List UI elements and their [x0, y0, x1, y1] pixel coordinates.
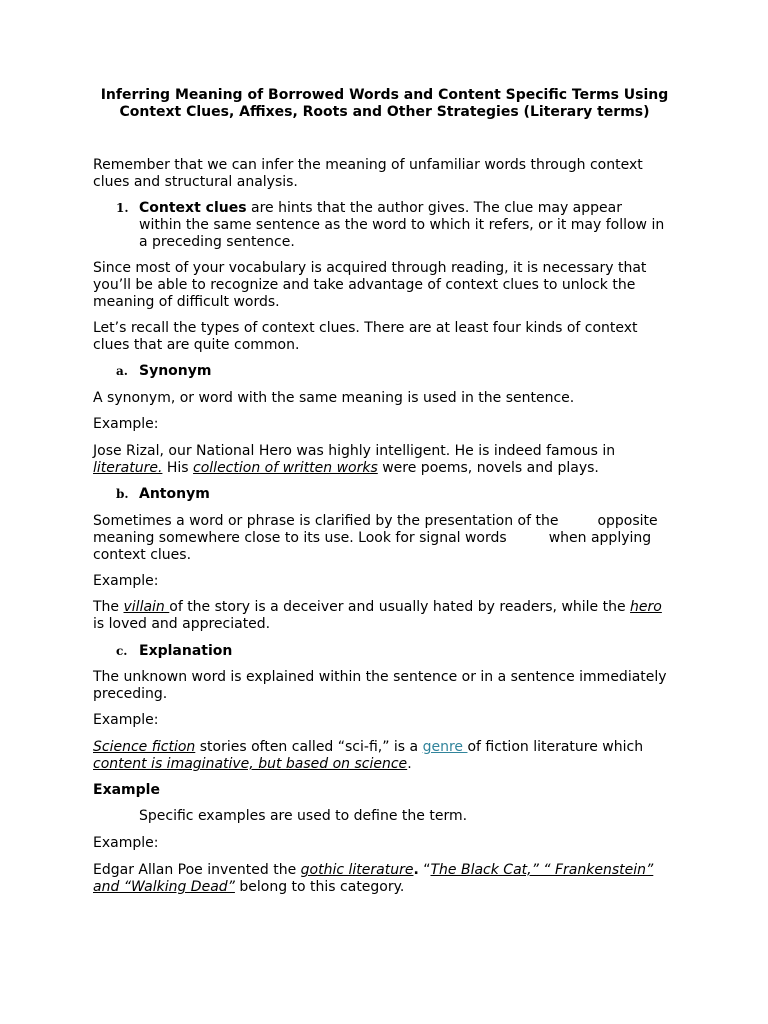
antonym-example: The villain of the story is a deceiver and usually hated by readers, while the hero is loved and appreciated. [93, 599, 662, 632]
title-line-2: Context Clues, Affixes, Roots and Other Strategies (Literary terms) [119, 104, 650, 120]
synonym-example-label: Example: [93, 416, 159, 432]
title-line-1: Inferring Meaning of Borrowed Words and Content Specific Terms Using [100, 87, 669, 103]
context-clues-term: Context clues [139, 200, 247, 216]
explanation-heading: Explanation [139, 643, 233, 659]
list-number-1: 1. [116, 201, 129, 215]
antonym-target-word: villain [123, 599, 170, 615]
synonym-clue: collection of written works [193, 460, 378, 476]
vocabulary-paragraph: Since most of your vocabulary is acquired through reading, it is necessary that you’ll be able to recognize and take advantage of context clues to unlock the meaning of difficult words. [93, 260, 647, 310]
example-clue-list-1: The Black Cat,” “ Frankenstein” [430, 862, 654, 878]
explanation-example: Science fiction stories often called “sci-fi,” is a genre of fiction literature which content is imaginative, but based on science. [93, 739, 644, 772]
example-clue-list-2: and “Walking Dead” [93, 879, 235, 895]
context-clues-definition: Context clues are hints that the author gives. The clue may appear within the same sentence as the word to which it refers, or it may follow in a preceding sentence. [139, 200, 665, 250]
document-title [93, 87, 676, 121]
intro-paragraph: Remember that we can infer the meaning of unfamiliar words through context clues and structural analysis. [93, 157, 643, 190]
synonym-heading: Synonym [139, 363, 212, 379]
synonym-target-word: literature. [93, 460, 163, 476]
list-letter-b: b. [116, 487, 129, 501]
synonym-description: A synonym, or word with the same meaning is used in the sentence. [93, 390, 575, 406]
recall-paragraph: Let’s recall the types of context clues. There are at least four kinds of context clues that are quite common. [93, 320, 638, 353]
antonym-example-label: Example: [93, 573, 159, 589]
explanation-description: The unknown word is explained within the sentence or in a sentence immediately preceding. [93, 669, 667, 702]
explanation-example-label: Example: [93, 712, 159, 728]
antonym-clue: hero [630, 599, 662, 615]
example-heading: Example [93, 782, 160, 798]
example-example: Edgar Allan Poe invented the gothic literature. “The Black Cat,” “ Frankenstein” and “Walking Dead” belong to this category. [93, 862, 654, 895]
antonym-description: Sometimes a word or phrase is clarified by the presentation of the opposite meaning somewhere close to its use. Look for signal words when applying context clues. [93, 513, 658, 563]
antonym-heading: Antonym [139, 486, 210, 502]
list-letter-a: a. [116, 364, 128, 378]
example-example-label: Example: [93, 835, 159, 851]
example-target-word: gothic literature [300, 862, 414, 878]
genre-link[interactable]: genre [422, 739, 468, 755]
explanation-target-word: Science fiction [93, 739, 196, 755]
synonym-example: Jose Rizal, our National Hero was highly intelligent. He is indeed famous in literature. His collection of written works were poems, novels and plays. [93, 443, 616, 476]
explanation-clue: content is imaginative, but based on science [93, 756, 408, 772]
list-letter-c: c. [116, 644, 128, 658]
example-description: Specific examples are used to define the term. [139, 808, 468, 824]
